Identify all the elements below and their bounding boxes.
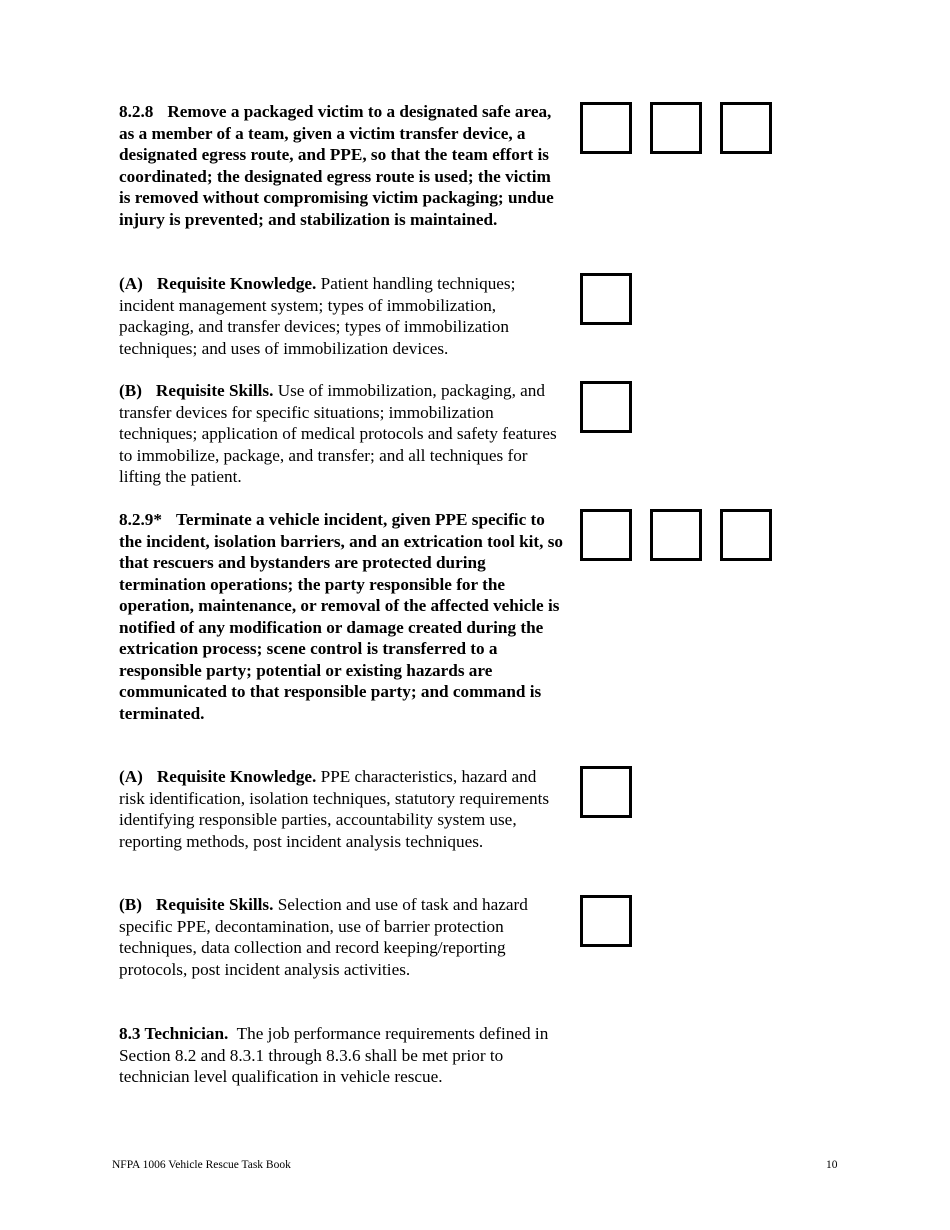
- item-heading: Requisite Skills.: [155, 381, 274, 400]
- section-8-3-technician: [119, 1023, 565, 1088]
- evaluator-checkbox[interactable]: [580, 381, 632, 433]
- requisite-knowledge-8-2-9: [119, 766, 565, 852]
- evaluator-checkbox[interactable]: [720, 509, 772, 561]
- item-text: PPE characteristics, hazard and risk identification, isolation techniques, statutory requirements identifying responsible parties, accountability system use, reporting methods, post incident analysis techniques.: [119, 767, 550, 851]
- footer-title: NFPA 1006 Vehicle Rescue Task Book: [112, 1159, 291, 1171]
- evaluator-checkbox[interactable]: [580, 509, 632, 561]
- item-text: Selection and use of task and hazard specific PPE, decontamination, use of barrier protection techniques, data collection and record keeping/reporting protocols, post incident analysis activities.: [119, 895, 528, 979]
- item-heading: Requisite Knowledge.: [156, 767, 317, 786]
- evaluator-checkbox[interactable]: [650, 102, 702, 154]
- section-text: Remove a packaged victim to a designated safe area, as a member of a team, given a victim transfer device, a designated egress route, and PPE, so that the team effort is coordinated; the designated egress route is used; the victim is removed without compromising victim packaging; undue injury is prevented; and stabilization is maintained.: [119, 102, 554, 229]
- section-text: The job performance requirements defined in Section 8.2 and 8.3.1 through 8.3.6 shall be met prior to technician level qualification in vehicle rescue.: [119, 1024, 549, 1086]
- section-number: 8.2.8: [119, 102, 154, 121]
- item-label: (A): [119, 767, 143, 786]
- item-text: Patient handling techniques; incident management system; types of immobilization, packaging, and transfer devices; types of immobilization techniques; and uses of immobilization devices.: [119, 274, 516, 358]
- evaluator-checkbox[interactable]: [720, 102, 772, 154]
- section-text: Terminate a vehicle incident, given PPE specific to the incident, isolation barriers, and an extrication tool kit, so that rescuers and bystanders are protected during termination operations; the party responsible for the operation, maintenance, or removal of the affected vehicle is notified of any modification or damage created during the extrication process; scene control is transferred to a responsible party; potential or existing hazards are communicated to that responsible party; and command is terminated.: [119, 510, 564, 723]
- evaluator-checkbox[interactable]: [650, 509, 702, 561]
- item-label: (B): [119, 381, 142, 400]
- requisite-skills-8-2-9: [119, 894, 565, 980]
- evaluator-checkbox[interactable]: [580, 895, 632, 947]
- section-8-2-8: [119, 101, 565, 230]
- item-text: Use of immobilization, packaging, and transfer devices for specific situations; immobilization techniques; application of medical protocols and safety features to immobilize, package, and transfer; and all techniques for lifting the patient.: [119, 381, 557, 486]
- item-label: (B): [119, 895, 142, 914]
- evaluator-checkbox[interactable]: [580, 273, 632, 325]
- item-label: (A): [119, 274, 143, 293]
- section-number: 8.2.9*: [119, 510, 162, 529]
- item-heading: Requisite Knowledge.: [156, 274, 317, 293]
- section-heading: 8.3 Technician.: [119, 1024, 229, 1043]
- requisite-skills-8-2-8: [119, 380, 565, 488]
- requisite-knowledge-8-2-8: [119, 273, 565, 359]
- page-number: 10: [826, 1159, 838, 1171]
- evaluator-checkbox[interactable]: [580, 102, 632, 154]
- evaluator-checkbox[interactable]: [580, 766, 632, 818]
- section-8-2-9: [119, 509, 565, 724]
- item-heading: Requisite Skills.: [155, 895, 274, 914]
